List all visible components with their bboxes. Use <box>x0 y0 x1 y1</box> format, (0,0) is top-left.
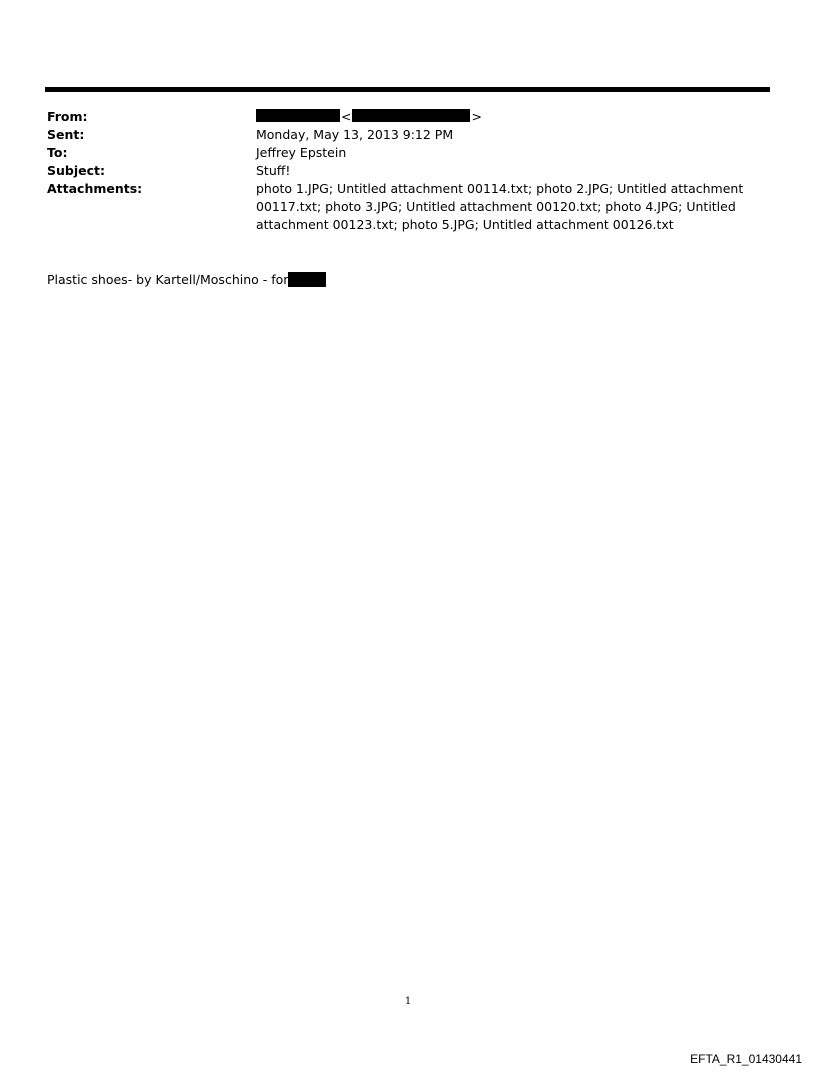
to-row <box>47 144 767 162</box>
subject-label: Subject: <box>47 163 105 178</box>
subject-value: Stuff! <box>256 163 291 178</box>
email-body <box>47 272 326 288</box>
body-text: Plastic shoes- by Kartell/Moschino - for <box>47 272 289 287</box>
from-row <box>47 108 767 126</box>
attachments-label: Attachments: <box>47 181 143 196</box>
email-header <box>47 108 767 234</box>
from-label: From: <box>47 109 88 124</box>
header-rule <box>45 87 770 92</box>
sent-value: Monday, May 13, 2013 9:12 PM <box>256 127 454 142</box>
attachments-row <box>47 180 767 234</box>
sent-row <box>47 126 767 144</box>
from-value <box>256 108 767 126</box>
from-close-bracket: > <box>471 109 482 124</box>
redacted-sender-name <box>256 109 340 122</box>
to-label: To: <box>47 145 68 160</box>
redacted-sender-address <box>352 109 470 122</box>
subject-row <box>47 162 767 180</box>
sent-label: Sent: <box>47 127 85 142</box>
from-open-bracket: < <box>341 109 352 124</box>
attachments-value: photo 1.JPG; Untitled attachment 00114.txt; photo 2.JPG; Untitled attachment 00117.txt; photo 3.JPG; Untitled attachment 00120.txt; photo 4.JPG; Untitled attachment 00123.txt; photo 5.JPG; Untitled attachment 00126.txt <box>256 181 744 232</box>
document-id: EFTA_R1_01430441 <box>690 1052 802 1066</box>
redacted-recipient-name <box>288 272 326 287</box>
page-number: 1 <box>404 996 412 1007</box>
to-value: Jeffrey Epstein <box>256 145 347 160</box>
